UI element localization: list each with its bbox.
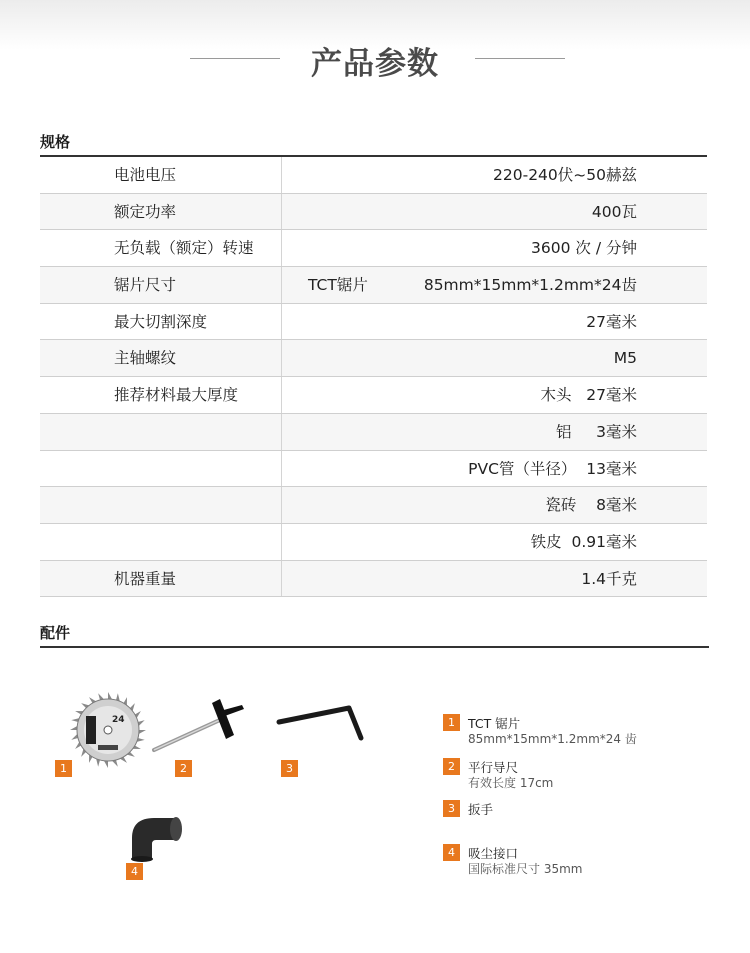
spec-label: 最大切割深度 [114,312,208,331]
spec-table [40,157,707,597]
column-divider [281,304,282,340]
spec-label: 推荐材料最大厚度 [114,386,239,405]
spec-label: 无负载（额定）转速 [114,239,254,258]
column-divider [281,524,282,560]
spec-row [40,377,707,414]
spec-value: 3600 次 / 分钟 [531,239,637,258]
accessory-parallel-guide [148,690,268,780]
specs-section-title: 规格 [40,133,71,151]
parallel-guide-icon [150,695,250,760]
column-divider [281,414,282,450]
column-divider [281,377,282,413]
dust-adapter-icon [124,808,194,863]
spec-row [40,230,707,267]
spec-value: 400瓦 [591,202,637,221]
page-title: 产品参数 [311,46,439,82]
spec-row [40,414,707,451]
spec-label: 锯片尺寸 [114,276,177,295]
legend-desc-2: 有效长度 17cm [468,776,554,790]
spec-value: 铝 3毫米 [556,422,637,441]
legend-desc-1: 85mm*15mm*1.2mm*24 齿 [468,732,637,746]
accessories-section-rule [40,646,709,648]
spec-value: 220-240伏~50赫兹 [493,166,637,184]
spec-value: 木头 27毫米 [540,386,637,405]
accessory-badge-4: 4 [126,863,143,880]
column-divider [281,561,282,597]
spec-prefix: TCT锯片 [308,276,368,295]
column-divider [281,267,282,303]
spec-row [40,304,707,341]
spec-label: 主轴螺纹 [114,349,177,368]
legend-name-2: 平行导尺 [468,760,519,775]
spec-label: 电池电压 [114,166,177,184]
spec-value: 铁皮 0.91毫米 [530,532,637,551]
legend-badge-4: 4 [443,844,460,861]
spec-row [40,487,707,524]
hex-wrench-icon [275,698,375,758]
spec-value: PVC管（半径） 13毫米 [468,459,637,478]
column-divider [281,487,282,523]
blade-tooth-count: 24 [112,715,125,725]
page-header [0,38,750,82]
spec-row [40,267,707,304]
spec-value: 1.4千克 [581,569,637,588]
spec-value: M5 [613,349,637,368]
title-rule-right [475,58,565,59]
accessories-section-title: 配件 [40,624,71,642]
legend-badge-3: 3 [443,800,460,817]
column-divider [281,230,282,266]
accessory-hex-wrench [270,690,380,780]
column-divider [281,340,282,376]
spec-row [40,451,707,488]
accessory-badge-3: 3 [281,760,298,777]
spec-label: 机器重量 [114,569,177,588]
spec-label: 额定功率 [114,202,177,221]
accessory-dust-adapter [124,808,224,883]
accessory-badge-2: 2 [175,760,192,777]
spec-row [40,561,707,598]
legend-name-4: 吸尘接口 [468,846,519,861]
accessory-badge-1: 1 [55,760,72,777]
spec-value: 85mm*15mm*1.2mm*24齿 [423,276,637,295]
legend-badge-2: 2 [443,758,460,775]
spec-row [40,340,707,377]
legend-name-3: 扳手 [468,802,494,817]
spec-row [40,157,707,194]
column-divider [281,451,282,487]
legend-desc-4: 国际标准尺寸 35mm [468,862,583,876]
accessory-saw-blade [55,690,155,780]
legend-badge-1: 1 [443,714,460,731]
spec-value: 27毫米 [586,312,637,331]
spec-row [40,194,707,231]
column-divider [281,194,282,230]
column-divider [281,157,282,193]
spec-value: 瓷砖 8毫米 [545,496,637,515]
legend-name-1: TCT 锯片 [468,716,521,731]
spec-row [40,524,707,561]
saw-blade-icon [68,690,148,770]
